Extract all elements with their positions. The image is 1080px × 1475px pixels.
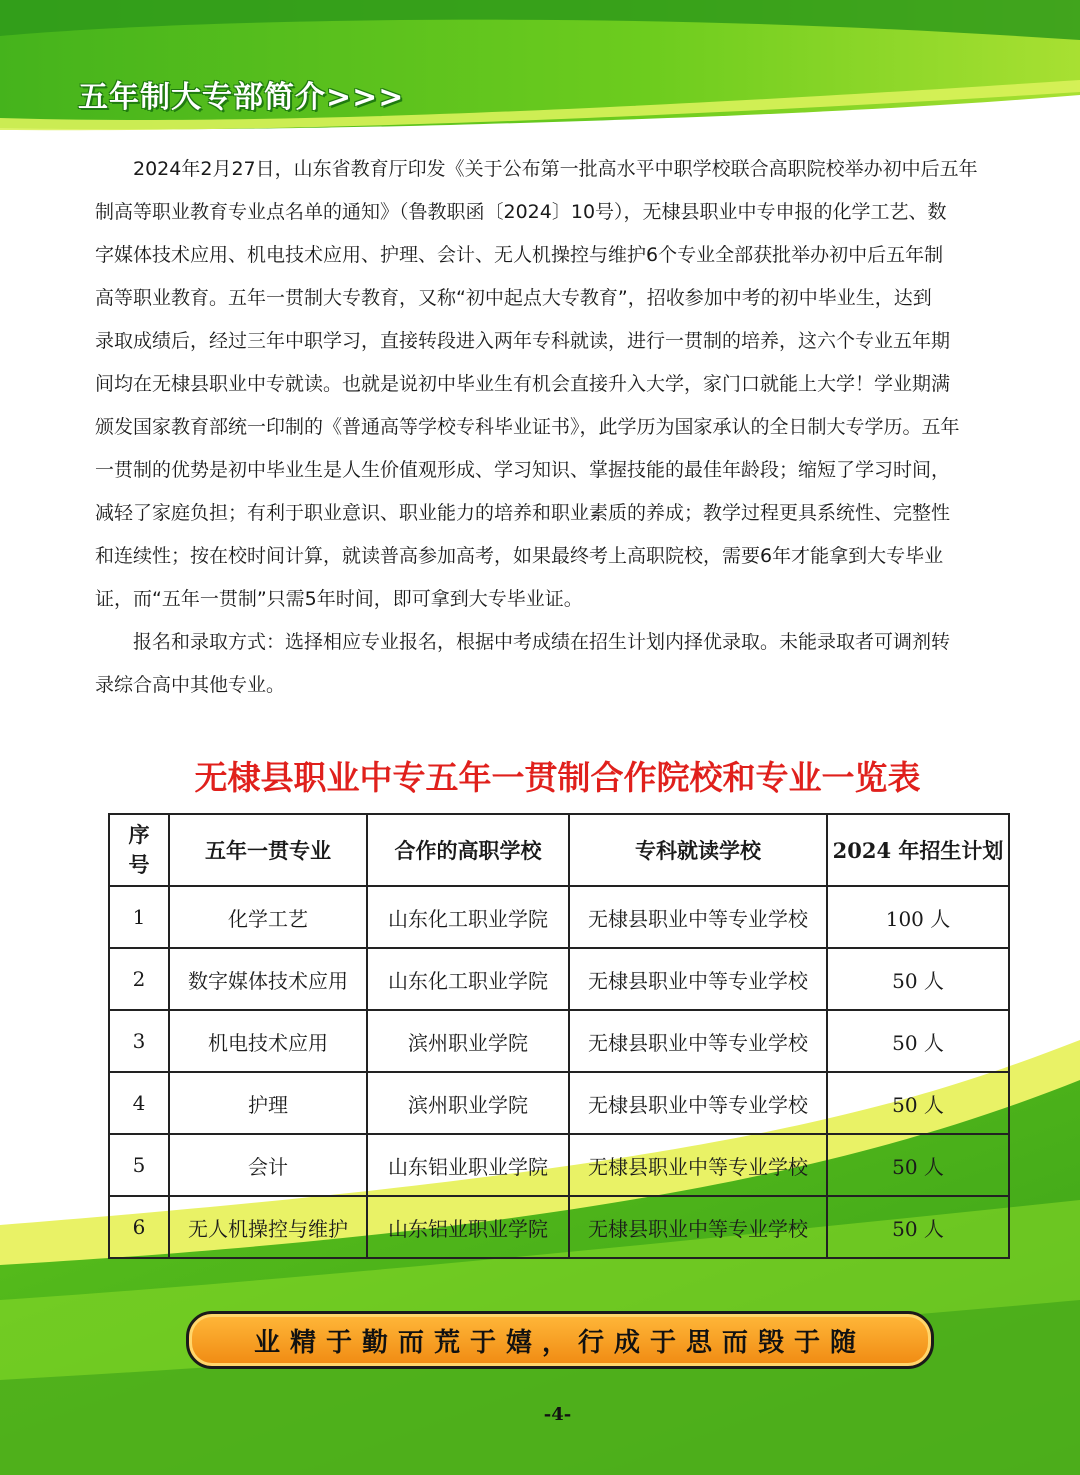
cell-partner-college: 山东化工职业学院 — [367, 886, 569, 948]
table-title: 无棣县职业中专五年一贯制合作院校和专业一览表 — [194, 758, 921, 797]
cell-major: 化学工艺 — [169, 886, 367, 948]
cell-enrollment: 50 人 — [827, 948, 1009, 1010]
table-row — [109, 1072, 1009, 1134]
cell-major: 护理 — [169, 1072, 367, 1134]
table-row — [109, 886, 1009, 948]
table-row — [109, 948, 1009, 1010]
intro-line: 录综合高中其他专业。 — [95, 674, 286, 696]
cell-index: 1 — [109, 886, 169, 948]
intro-line: 2024年2月27日，山东省教育厅印发《关于公布第一批高水平中职学校联合高职院校举办初中后五年 — [95, 158, 978, 180]
header-cell-major: 五年一贯专业 — [169, 814, 367, 886]
cell-index: 2 — [109, 948, 169, 1010]
cell-enrollment: 50 人 — [827, 1072, 1009, 1134]
intro-line: 减轻了家庭负担；有利于职业意识、职业能力的培养和职业素质的养成；教学过程更具系统性、完整性 — [95, 502, 951, 524]
cell-index: 3 — [109, 1010, 169, 1072]
intro-line: 制高等职业教育专业点名单的通知》（鲁教职函〔2024〕10号），无棣县职业中专申报的化学工艺、数 — [95, 201, 947, 223]
cell-study-school: 无棣县职业中等专业学校 — [569, 948, 827, 1010]
page-number: -4- — [543, 1404, 572, 1425]
cell-enrollment: 50 人 — [827, 1196, 1009, 1258]
intro-line: 字媒体技术应用、机电技术应用、护理、会计、无人机操控与维护6个专业全部获批举办初中后五年制 — [95, 244, 944, 266]
cell-index: 5 — [109, 1134, 169, 1196]
table-row — [109, 1196, 1009, 1258]
table-row — [109, 1134, 1009, 1196]
table-row — [109, 1010, 1009, 1072]
intro-text — [95, 148, 1030, 707]
motto-text: 业精于勤而荒于嬉，行成于思而毁于随 — [253, 1327, 866, 1358]
cell-partner-college: 滨州职业学院 — [367, 1010, 569, 1072]
intro-line: 间均在无棣县职业中专就读。也就是说初中毕业生有机会直接升入大学，家门口就能上大学！学业期满 — [95, 373, 951, 395]
cell-enrollment: 50 人 — [827, 1010, 1009, 1072]
intro-line: 报名和录取方式：选择相应专业报名，根据中考成绩在招生计划内择优录取。未能录取者可调剂转 — [95, 631, 951, 653]
header-cell-partner-college: 合作的高职学校 — [367, 814, 569, 886]
cell-index: 6 — [109, 1196, 169, 1258]
intro-line: 一贯制的优势是初中毕业生是人生价值观形成、学习知识、掌握技能的最佳年龄段；缩短了学习时间， — [95, 459, 951, 481]
section-title: 五年制大专部简介>>> — [78, 80, 405, 115]
cell-study-school: 无棣县职业中等专业学校 — [569, 1010, 827, 1072]
cell-partner-college: 滨州职业学院 — [367, 1072, 569, 1134]
cell-study-school: 无棣县职业中等专业学校 — [569, 886, 827, 948]
header-cell-enrollment-plan: 2024 年招生计划 — [827, 814, 1009, 886]
table-header-row — [109, 814, 1009, 886]
cell-major: 会计 — [169, 1134, 367, 1196]
cell-study-school: 无棣县职业中等专业学校 — [569, 1134, 827, 1196]
cell-partner-college: 山东铝业职业学院 — [367, 1196, 569, 1258]
cell-major: 数字媒体技术应用 — [169, 948, 367, 1010]
intro-line: 和连续性；按在校时间计算，就读普高参加高考，如果最终考上高职院校，需要6年才能拿到大专毕业 — [95, 545, 944, 567]
intro-line: 颁发国家教育部统一印制的《普通高等学校专科毕业证书》，此学历为国家承认的全日制大专学历。五年 — [95, 416, 960, 438]
header-cell-index: 序号 — [109, 814, 169, 886]
cell-partner-college: 山东化工职业学院 — [367, 948, 569, 1010]
intro-line: 录取成绩后，经过三年中职学习，直接转段进入两年专科就读，进行一贯制的培养，这六个专业五年期 — [95, 330, 951, 352]
cell-major: 机电技术应用 — [169, 1010, 367, 1072]
cell-study-school: 无棣县职业中等专业学校 — [569, 1196, 827, 1258]
intro-line: 高等职业教育。五年一贯制大专教育，又称“初中起点大专教育”，招收参加中考的初中毕业生，达到 — [95, 287, 932, 309]
header-cell-study-school: 专科就读学校 — [569, 814, 827, 886]
program-table — [108, 813, 1010, 1259]
cell-index: 4 — [109, 1072, 169, 1134]
cell-major: 无人机操控与维护 — [169, 1196, 367, 1258]
cell-study-school: 无棣县职业中等专业学校 — [569, 1072, 827, 1134]
cell-partner-college: 山东铝业职业学院 — [367, 1134, 569, 1196]
intro-line: 证，而“五年一贯制”只需5年时间，即可拿到大专毕业证。 — [95, 588, 583, 610]
cell-enrollment: 50 人 — [827, 1134, 1009, 1196]
motto-banner — [186, 1311, 934, 1369]
cell-enrollment: 100 人 — [827, 886, 1009, 948]
